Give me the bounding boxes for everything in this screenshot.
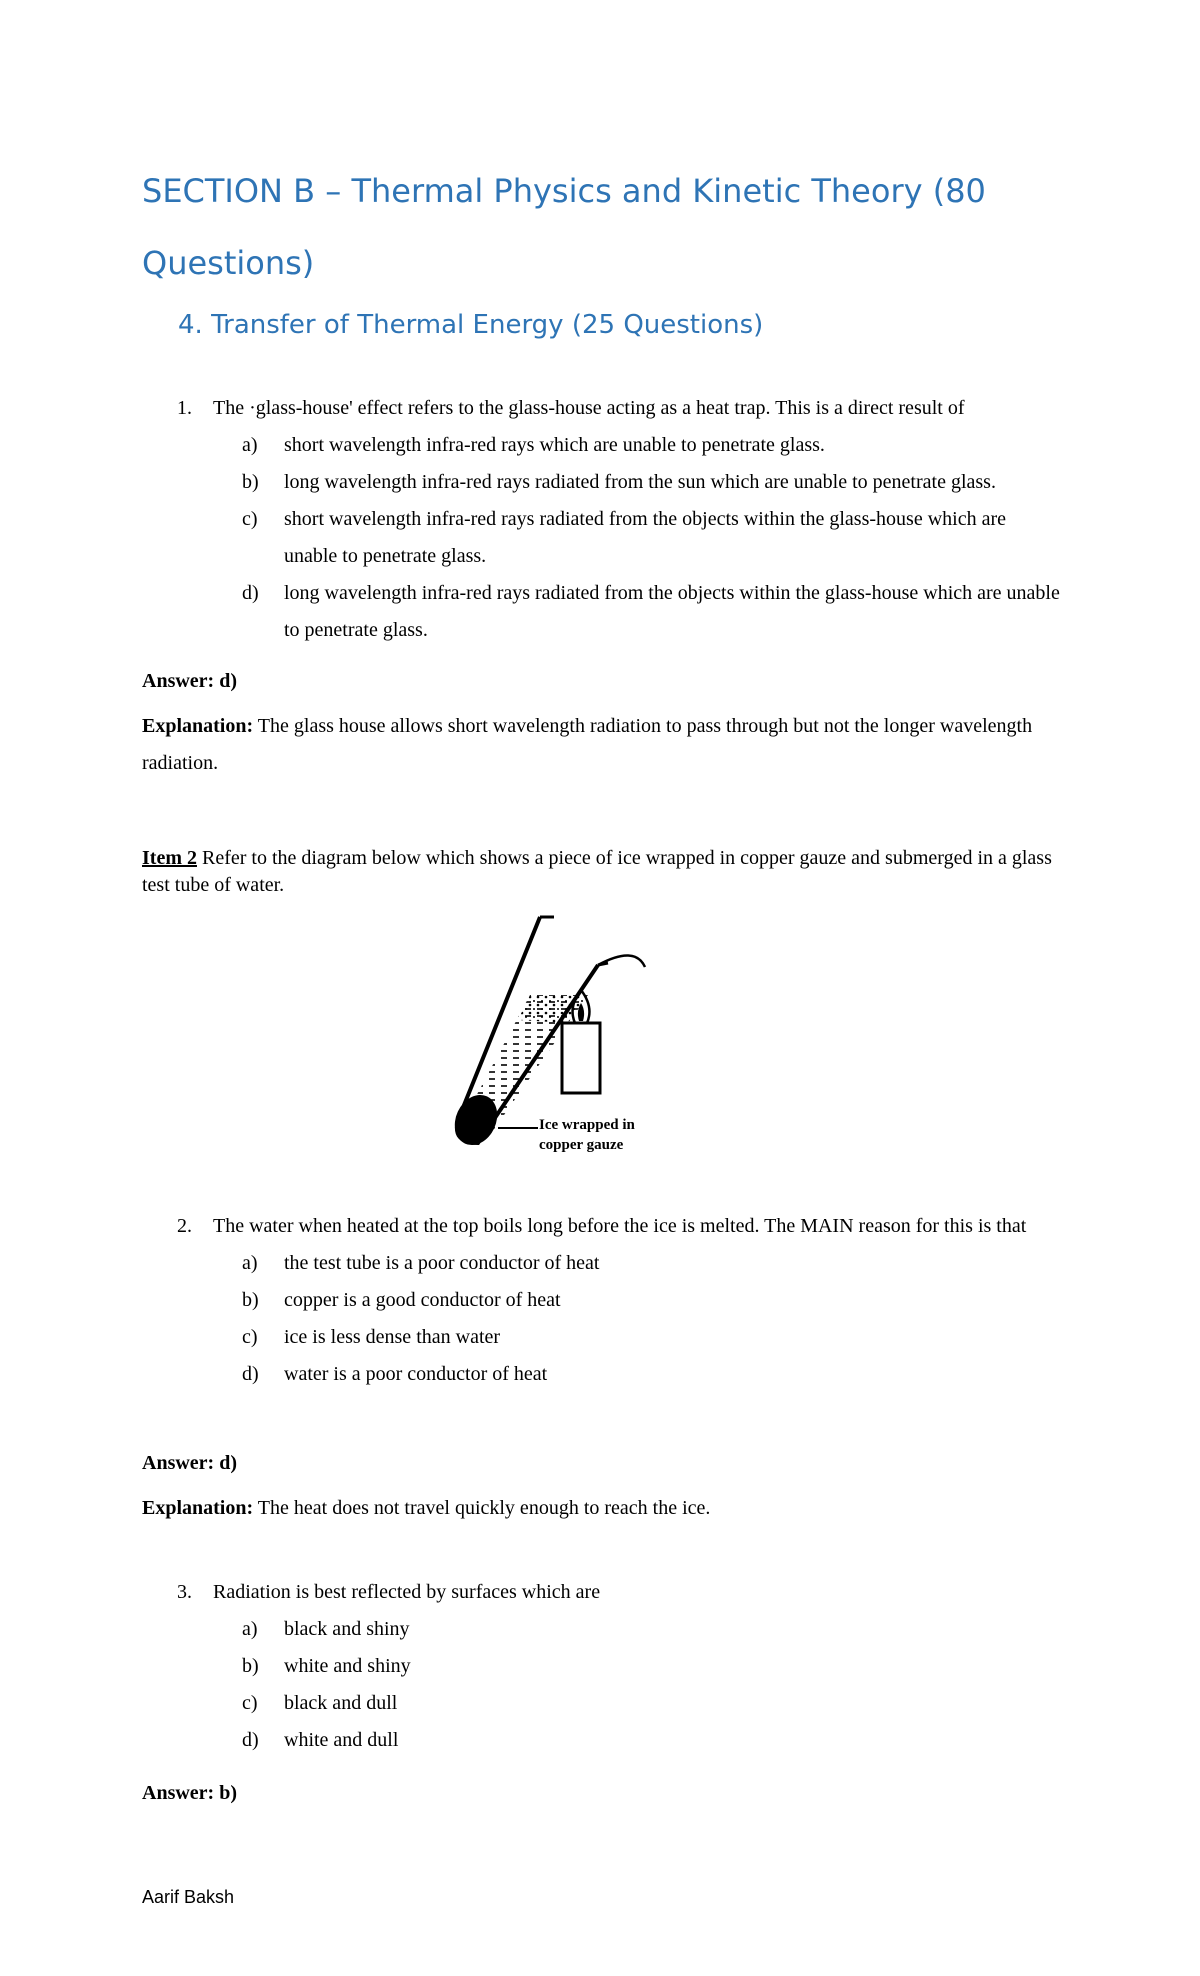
- option-b: [142, 464, 1072, 501]
- option-text: white and dull: [284, 1729, 399, 1751]
- option-text: short wavelength infra-red rays which are unable to penetrate glass.: [284, 434, 825, 456]
- option-c: [142, 1685, 1072, 1722]
- option-text: ice is less dense than water: [284, 1326, 501, 1348]
- option-letter: a): [242, 1618, 258, 1640]
- option-d: [142, 1722, 1072, 1759]
- diagram-label-line2: copper gauze: [539, 1137, 624, 1153]
- option-text: short wavelength infra-red rays radiated from the objects within the glass-house which are unable to penetrate glass.: [284, 508, 1006, 567]
- subsection-title: 4. Transfer of Thermal Energy (25 Questions): [178, 310, 764, 340]
- answer-1: Answer: d): [142, 670, 237, 692]
- option-text: long wavelength infra-red rays radiated from the sun which are unable to penetrate glass.: [284, 471, 996, 493]
- section-title: SECTION B – Thermal Physics and Kinetic Theory (80 Questions): [142, 172, 986, 282]
- option-text: white and shiny: [284, 1655, 411, 1677]
- option-c: [142, 1319, 1072, 1356]
- option-text: copper is a good conductor of heat: [284, 1289, 561, 1311]
- page-footer: Aarif Baksh: [142, 1887, 235, 1907]
- diagram-label-line1: Ice wrapped in: [539, 1117, 635, 1133]
- test-tube-diagram: [440, 915, 660, 1160]
- explanation-label: Explanation:: [142, 1497, 254, 1519]
- option-letter: b): [242, 1289, 259, 1311]
- option-text: the test tube is a poor conductor of heat: [284, 1252, 600, 1274]
- question-1: [142, 390, 1072, 649]
- question-stem: The ·glass-house' effect refers to the glass-house acting as a heat trap. This is a direct result of: [213, 397, 965, 419]
- option-b: [142, 1282, 1072, 1319]
- option-text: water is a poor conductor of heat: [284, 1363, 548, 1385]
- item-text: Refer to the diagram below which shows a piece of ice wrapped in copper gauze and submerged in a glass test tube of water.: [142, 847, 1052, 896]
- option-letter: a): [242, 434, 258, 456]
- option-a: [142, 1611, 1072, 1648]
- option-a: [142, 1245, 1072, 1282]
- option-c: [142, 501, 1072, 575]
- question-stem: The water when heated at the top boils long before the ice is melted. The MAIN reason for this is that: [213, 1215, 1027, 1237]
- test-tube-illustration: [440, 915, 660, 1155]
- question-3: [142, 1574, 1072, 1759]
- question-number: 2.: [177, 1215, 192, 1237]
- answer-2: Answer: d): [142, 1452, 237, 1474]
- question-number: 3.: [177, 1581, 192, 1603]
- option-letter: c): [242, 1326, 258, 1348]
- option-letter: c): [242, 1692, 258, 1714]
- option-letter: d): [242, 1729, 259, 1751]
- question-2: [142, 1208, 1072, 1393]
- option-text: long wavelength infra-red rays radiated from the objects within the glass-house which are unable to penetrate glass.: [284, 582, 1060, 641]
- item-label: Item 2: [142, 847, 197, 869]
- option-letter: d): [242, 1363, 259, 1385]
- question-stem: Radiation is best reflected by surfaces which are: [213, 1581, 601, 1603]
- explanation-2: [142, 1490, 1062, 1527]
- option-d: [142, 575, 1072, 649]
- explanation-1: [142, 708, 1062, 782]
- explanation-text: The glass house allows short wavelength radiation to pass through but not the longer wavelength radiation.: [142, 715, 1033, 774]
- option-letter: c): [242, 508, 258, 530]
- option-letter: a): [242, 1252, 258, 1274]
- item-2: [142, 845, 1062, 899]
- answer-3: Answer: b): [142, 1782, 237, 1804]
- question-number: 1.: [177, 397, 192, 419]
- option-a: [142, 427, 1072, 464]
- option-d: [142, 1356, 1072, 1393]
- option-text: black and dull: [284, 1692, 398, 1714]
- option-b: [142, 1648, 1072, 1685]
- explanation-label: Explanation:: [142, 715, 254, 737]
- option-text: black and shiny: [284, 1618, 410, 1640]
- explanation-text: The heat does not travel quickly enough to reach the ice.: [257, 1497, 711, 1519]
- option-letter: d): [242, 582, 259, 604]
- option-letter: b): [242, 1655, 259, 1677]
- option-letter: b): [242, 471, 259, 493]
